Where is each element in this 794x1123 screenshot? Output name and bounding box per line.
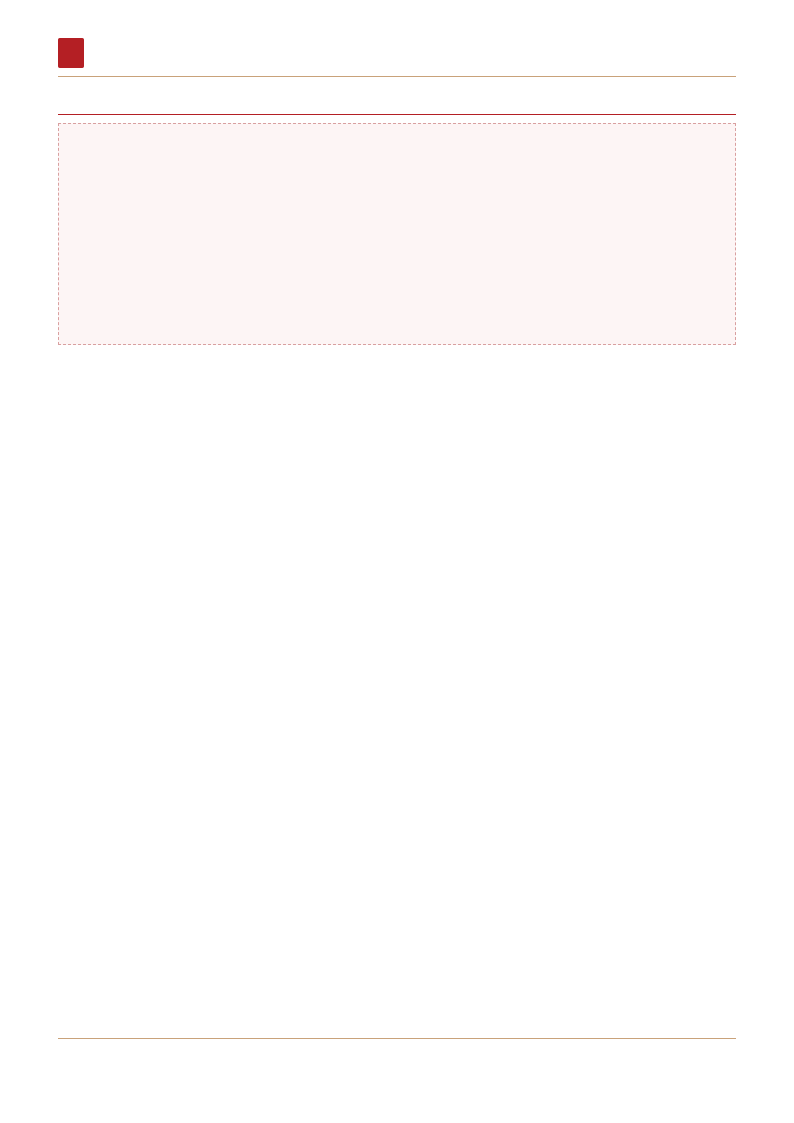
page-body	[58, 92, 736, 992]
logo-mark-icon	[58, 38, 84, 68]
brand-logo	[58, 38, 92, 76]
figure-placeholder	[58, 123, 736, 345]
page-footer	[58, 1038, 736, 1047]
figure-title	[58, 110, 736, 115]
page-header	[58, 28, 736, 77]
